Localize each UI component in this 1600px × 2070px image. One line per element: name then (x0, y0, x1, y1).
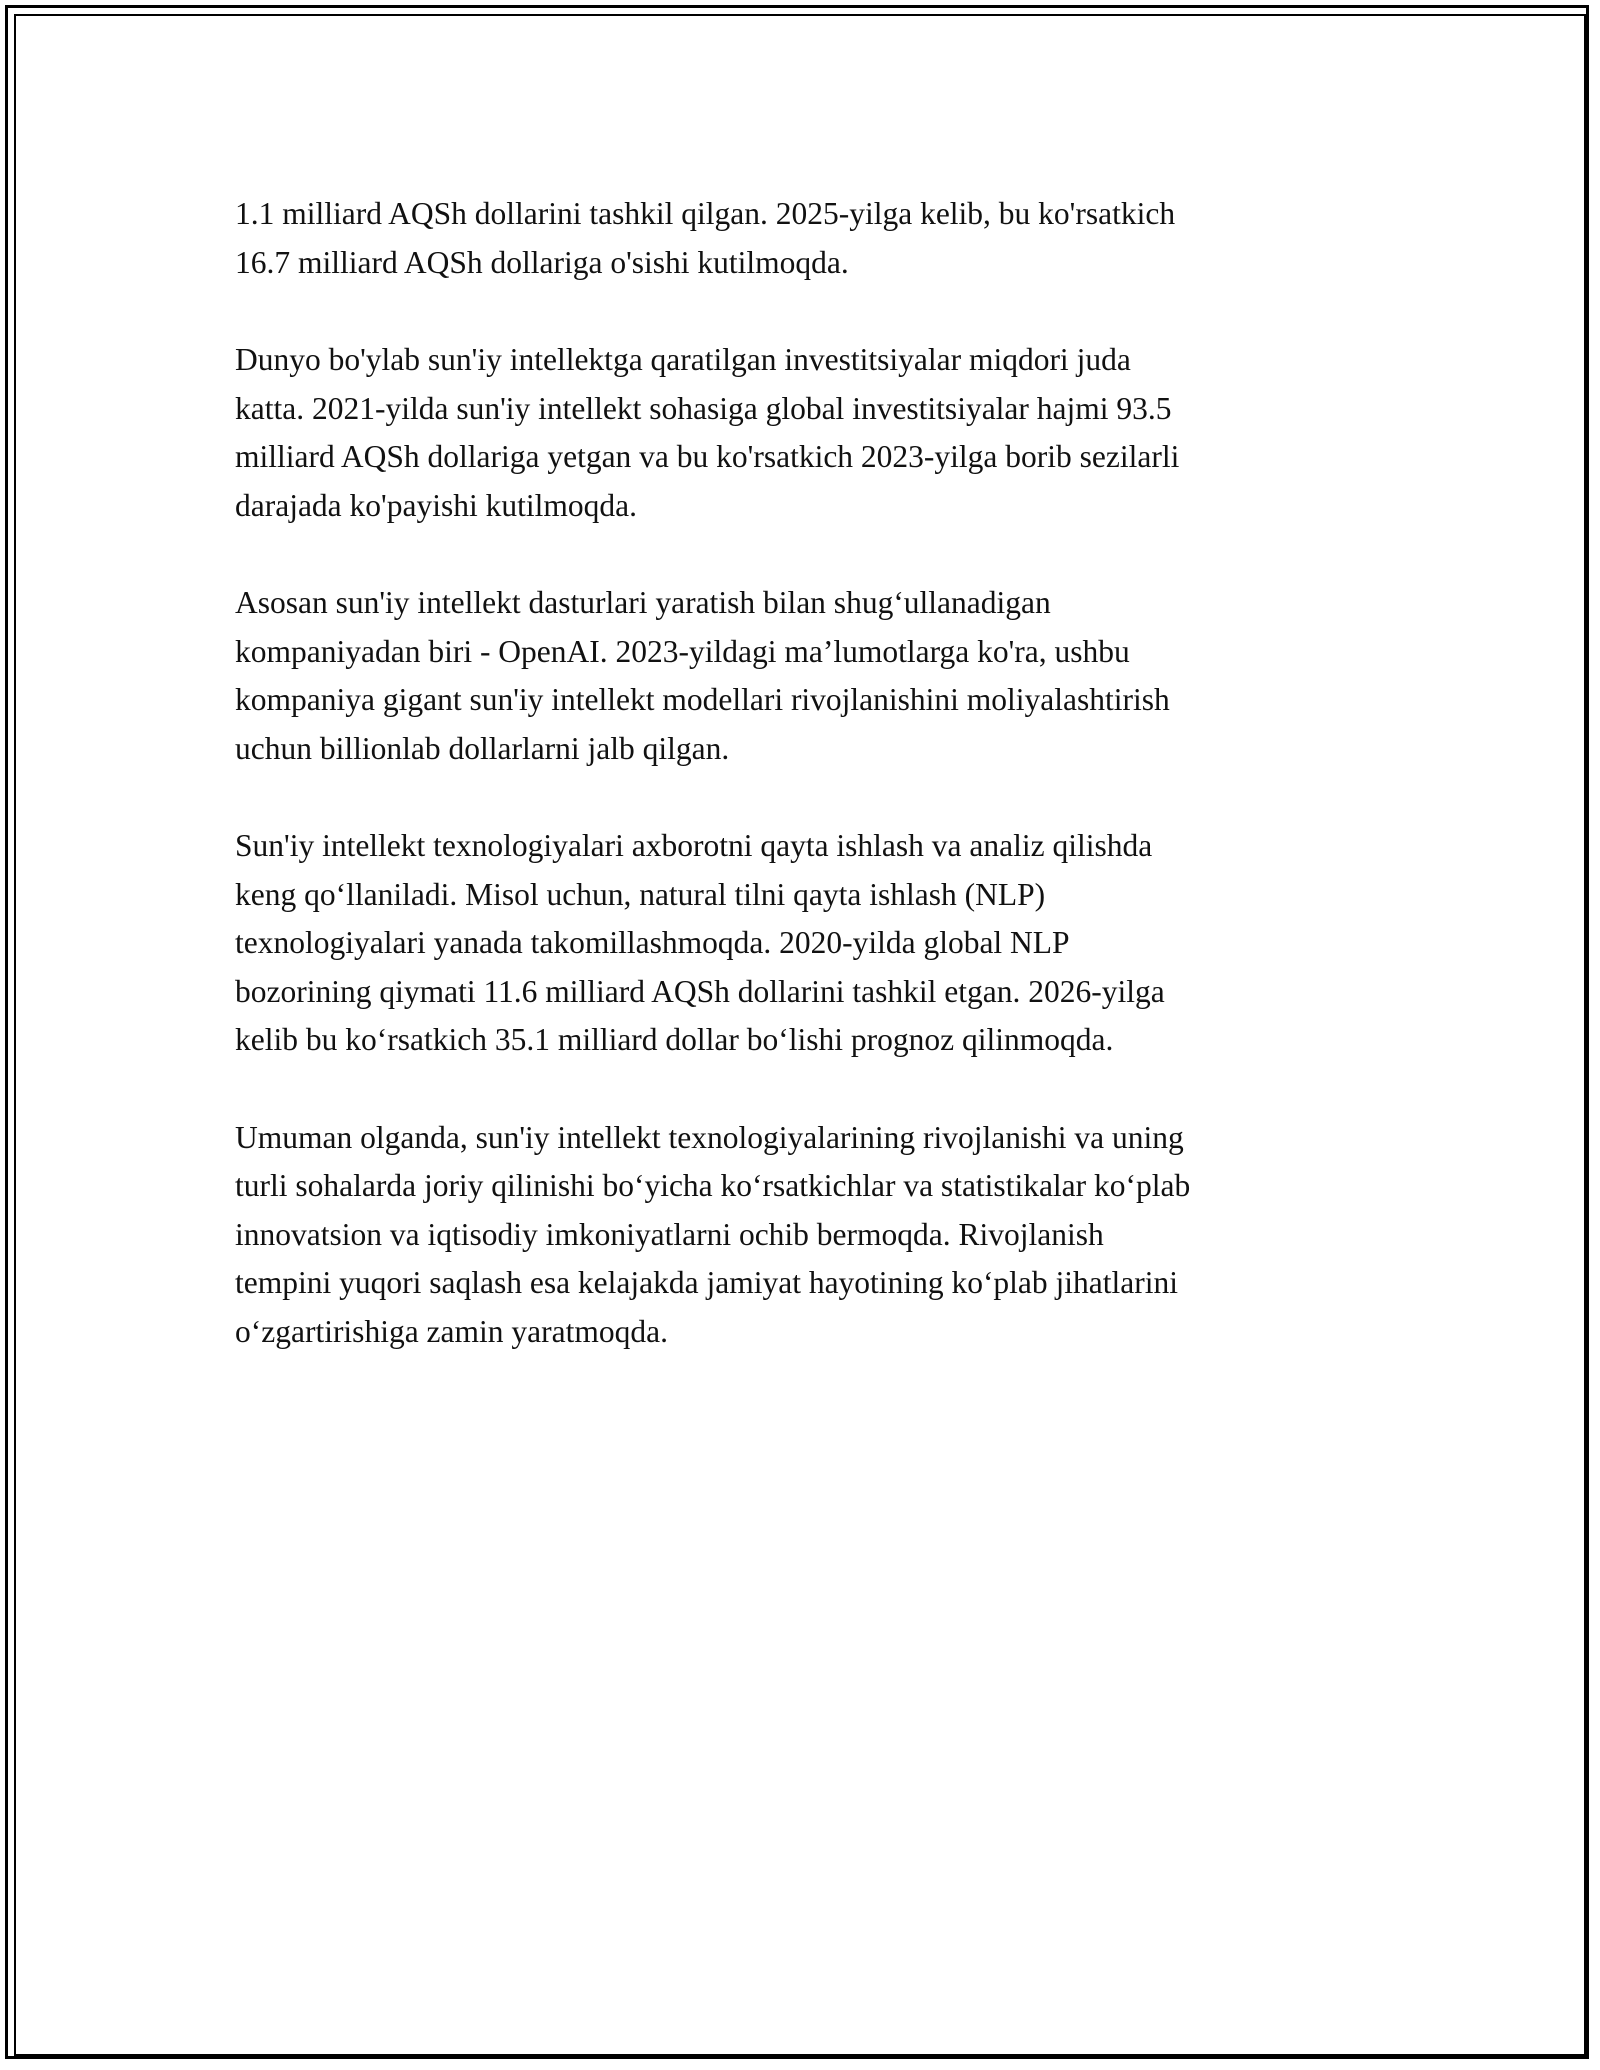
text-line: 1.1 milliard AQSh dollarini tashkil qilgan. 2025-yilga kelib, bu ko'rsatkich (235, 196, 1176, 231)
text-line: 16.7 milliard AQSh dollariga o'sishi kutilmoqda. (235, 244, 849, 280)
paragraph-1 (235, 190, 1375, 287)
text-line: keng qo‘llaniladi. Misol uchun, natural tilni qayta ishlash (NLP) (235, 876, 1046, 912)
text-line: innovatsion va iqtisodiy imkoniyatlarni ochib bermoqda. Rivojlanish (235, 1216, 1104, 1252)
text-line: kompaniya gigant sun'iy intellekt modellari rivojlanishini moliyalashtirish (235, 682, 1170, 717)
paragraph-4 (235, 822, 1375, 1065)
text-line: Umuman olganda, sun'iy intellekt texnologiyalarining rivojlanishi va uning (235, 1119, 1184, 1155)
paragraph-2 (235, 336, 1375, 530)
text-line: tempini yuqori saqlash esa kelajakda jamiyat hayotining ko‘plab jihatlarini (235, 1265, 1179, 1300)
document-body (235, 190, 1375, 1405)
text-line: kelib bu ko‘rsatkich 35.1 milliard dollar bo‘lishi prognoz qilinmoqda. (235, 1022, 1114, 1057)
text-line: milliard AQSh dollariga yetgan va bu ko'rsatkich 2023-yilga borib sezilarli (235, 439, 1180, 474)
text-line: bozorining qiymati 11.6 milliard AQSh dollarini tashkil etgan. 2026-yilga (235, 973, 1165, 1009)
paragraph-3 (235, 579, 1375, 773)
paragraph-5 (235, 1114, 1375, 1357)
text-line: darajada ko'payishi kutilmoqda. (235, 487, 637, 523)
text-line: texnologiyalari yanada takomillashmoqda. 2020-yilda global NLP (235, 925, 1070, 960)
text-line: katta. 2021-yilda sun'iy intellekt sohasiga global investitsiyalar hajmi 93.5 (235, 390, 1172, 426)
text-line: kompaniyadan biri - OpenAI. 2023-yildagi ma’lumotlarga ko'ra, ushbu (235, 633, 1130, 669)
text-line: Dunyo bo'ylab sun'iy intellektga qaratilgan investitsiyalar miqdori juda (235, 342, 1131, 377)
text-line: turli sohalarda joriy qilinishi bo‘yicha ko‘rsatkichlar va statistikalar ko‘plab (235, 1168, 1191, 1203)
text-line: Sun'iy intellekt texnologiyalari axborotni qayta ishlash va analiz qilishda (235, 828, 1153, 863)
text-line: o‘zgartirishiga zamin yaratmoqda. (235, 1313, 668, 1349)
text-line: Asosan sun'iy intellekt dasturlari yaratish bilan shug‘ullanadigan (235, 585, 1051, 620)
text-line: uchun billionlab dollarlarni jalb qilgan. (235, 730, 730, 766)
